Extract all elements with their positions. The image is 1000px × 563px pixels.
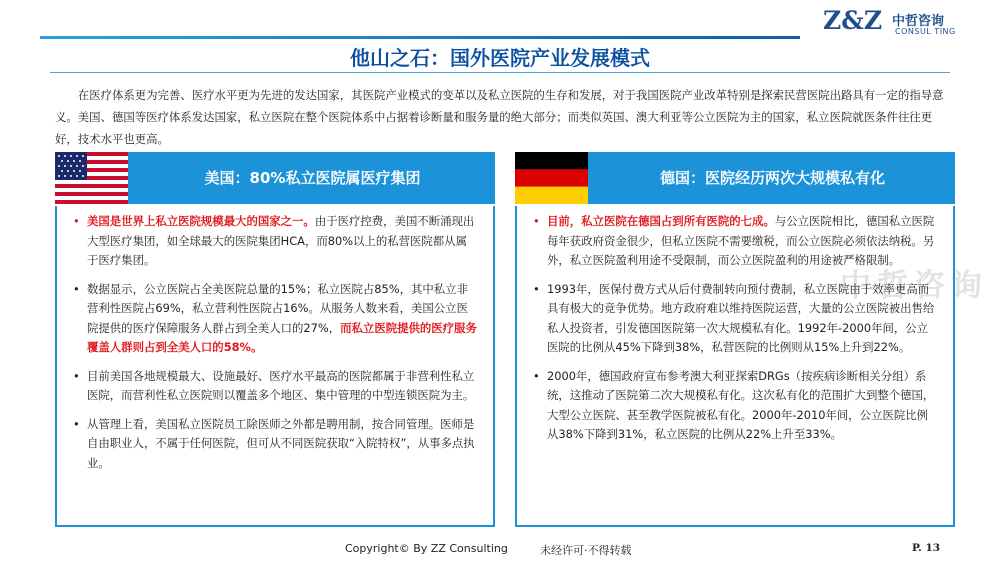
germany-bullet-1-text: 与公立医院相比，德国私立医院每年获政府资金很少，但私立医院不需要缴税，而公立医院必须依法纳税。另外，私立医院盈利用途不受限制，而公立医院盈利的用途被严格限制。 xyxy=(547,214,935,267)
germany-bullet-3 xyxy=(533,367,937,445)
usa-panel-title: 美国：80%私立医院属医疗集团 xyxy=(204,169,421,187)
logo-mark: Z&Z xyxy=(823,6,883,35)
usa-bullet-1-text: 由于医疗控费，美国不断涌现出大型医疗集团，如全球最大的医院集团HCA，而80%以上的私营医院都从属于医疗集团。 xyxy=(87,214,475,267)
bullet-dot-icon: • xyxy=(73,214,80,228)
germany-bullet-2-text: 1993年，医保付费方式从后付费制转向预付费制，私立医院由于效率更高而具有极大的竞争优势。地方政府难以维持医院运营，大量的公立医院被出售给私人投资者，引发德国医院第一次大规模私有化。1992年-2000年间，公立医院的比例从45%下降到38%，私营医院的比例则从15%上升到22%。 xyxy=(547,281,935,354)
bullet-dot-icon: • xyxy=(533,281,540,296)
usa-bullet-4 xyxy=(73,415,477,474)
germany-bullet-3-text: 2000年，德国政府宣布参考澳大利亚探索DRGs（按疾病诊断相关分组）系统，这推动了医院第二次大规模私有化。这次私有化的范围扩大到整个德国，大型公立医院、甚至教学医院被私有化。2000年-2010年间，公立医院比例从38%下降到31%，私立医院的比例从22%上升至33%。 xyxy=(547,368,935,441)
logo-english-name: CONSUL TING xyxy=(895,27,956,36)
footer-copyright: Copyright© By ZZ Consulting xyxy=(345,542,508,555)
usa-bullet-2-highlight: 而私立医院提供的医疗服务覆盖人群则占到全美人口的58%。 xyxy=(87,320,477,354)
bullet-dot-icon: • xyxy=(533,368,540,383)
germany-bullet-1-highlight: 目前，私立医院在德国占到所有医院的七成。 xyxy=(547,214,775,228)
bullet-dot-icon: • xyxy=(73,281,80,296)
germany-bullet-list xyxy=(517,206,953,445)
title-divider xyxy=(50,72,950,73)
germany-flag-icon xyxy=(515,152,588,204)
logo-chinese-name: 中哲咨询 xyxy=(892,14,945,29)
page-number: P. 13 xyxy=(912,542,941,554)
usa-bullet-list xyxy=(57,206,493,473)
bullet-dot-icon: • xyxy=(73,416,80,431)
slide-title: 他山之石：国外医院产业发展模式 xyxy=(350,46,650,70)
intro-paragraph: 在医疗体系更为完善、医疗水平更为先进的发达国家，其医院产业模式的变革以及私立医院的生存和发展，对于我国医院产业改革特别是探索民营医院出路具有一定的指导意义。美国、德国等医疗体系发达国家，私立医院在整个医院体系中占据着诊断量和服务量的绝大部分；而类似英国、澳大利亚等公立医院为主的国家，私立医院就医条件往往更好，技术水平也更高。 xyxy=(55,88,944,146)
usa-bullet-4-text: 从管理上看，美国私立医院员工除医师之外都是聘用制，按合同管理。医师是自由职业人，不属于任何医院，但可从不同医院获取“入院特权”，从事多点执业。 xyxy=(87,416,475,470)
germany-panel-body xyxy=(515,206,955,527)
germany-panel xyxy=(515,152,955,527)
usa-panel-header xyxy=(55,152,495,204)
usa-panel-body xyxy=(55,206,495,527)
bullet-dot-icon: • xyxy=(73,368,80,383)
usa-flag-icon xyxy=(55,152,128,204)
germany-panel-title: 德国：医院经历两次大规模私有化 xyxy=(659,169,885,187)
germany-bullet-2 xyxy=(533,280,937,358)
usa-panel xyxy=(55,152,495,527)
germany-bullet-1 xyxy=(533,212,937,271)
top-divider xyxy=(40,36,800,39)
watermark: 中哲咨询 xyxy=(840,268,988,304)
bullet-dot-icon: • xyxy=(533,214,540,228)
usa-bullet-3-text: 目前美国各地规模最大、设施最好、医疗水平最高的医院都属于非营利性私立医院，而营利性私立医院则以覆盖多个地区、集中管理的中型连锁医院为主。 xyxy=(87,368,475,402)
usa-bullet-3 xyxy=(73,367,477,406)
usa-bullet-2 xyxy=(73,280,477,358)
usa-bullet-1 xyxy=(73,212,477,271)
usa-bullet-2-text: 数据显示，公立医院占全美医院总量的15%；私立医院占85%，其中私立非营利性医院占69%，私立营利性医院占16%。从服务人数来看，美国公立医院提供的医疗保障服务人群占到全美人口的27%， xyxy=(87,281,468,335)
footer-notice: 未经许可·不得转载 xyxy=(540,544,632,557)
germany-panel-header xyxy=(515,152,955,204)
company-logo xyxy=(823,8,991,38)
usa-bullet-1-highlight: 美国是世界上私立医院规模最大的国家之一。 xyxy=(87,214,315,228)
